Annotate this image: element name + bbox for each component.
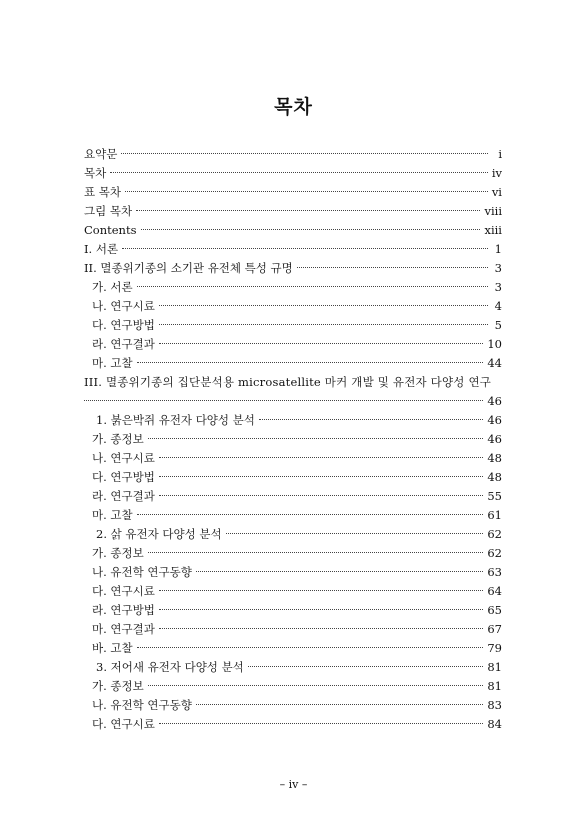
dot-leader (159, 457, 484, 458)
table-of-contents (84, 145, 502, 734)
dot-leader (159, 324, 488, 325)
toc-entry-page: 48 (487, 451, 502, 465)
toc-entry-section[interactable] (84, 278, 502, 297)
toc-entry-chapter-3[interactable] (84, 373, 502, 392)
toc-entry-page: viii (484, 204, 502, 218)
toc-entry-section[interactable] (84, 335, 502, 354)
toc-entry-section[interactable] (84, 582, 502, 601)
toc-entry-page: 5 (494, 318, 502, 332)
toc-entry-label: Contents (84, 223, 137, 237)
toc-entry-section[interactable] (84, 506, 502, 525)
page-number-footer: – iv – (279, 778, 308, 791)
toc-entry-label: 라. 연구결과 (92, 337, 155, 351)
toc-entry-page: vi (491, 185, 502, 199)
toc-entry-subchapter[interactable] (84, 411, 502, 430)
toc-entry-summary[interactable] (84, 145, 502, 164)
toc-entry-label: III. 멸종위기종의 집단분석용 microsatellite 마커 개발 및 유전자 다양성 연구 (84, 375, 492, 389)
toc-entry-section[interactable] (84, 430, 502, 449)
toc-entry-page: 44 (487, 356, 502, 370)
toc-entry-section[interactable] (84, 354, 502, 373)
toc-entry-chapter-2[interactable] (84, 259, 502, 278)
dot-leader (137, 514, 484, 515)
toc-entry-subchapter[interactable] (84, 525, 502, 544)
toc-entry-page: 46 (487, 413, 502, 427)
toc-entry-page: 62 (487, 527, 502, 541)
toc-entry-page: 4 (494, 299, 502, 313)
toc-entry-label: 표 목차 (84, 185, 121, 199)
toc-entry-label: 라. 연구방법 (92, 603, 155, 617)
toc-entry-label: 가. 종정보 (92, 679, 144, 693)
toc-entry-page: 81 (487, 660, 502, 674)
toc-entry-label: 나. 연구시료 (92, 451, 155, 465)
dot-leader (110, 172, 488, 173)
dot-leader (259, 419, 483, 420)
toc-entry-section[interactable] (84, 715, 502, 734)
dot-leader (148, 685, 484, 686)
toc-entry-section[interactable] (84, 620, 502, 639)
toc-entry-label: 다. 연구방법 (92, 470, 155, 484)
toc-entry-page: 48 (487, 470, 502, 484)
toc-entry-label: 요약문 (84, 147, 118, 161)
toc-entry-label: 나. 유전학 연구동향 (92, 565, 192, 579)
toc-entry-page: 67 (487, 622, 502, 636)
toc-entry-label: 바. 고찰 (92, 641, 133, 655)
toc-entry-label: 가. 종정보 (92, 546, 144, 560)
dot-leader (159, 628, 484, 629)
toc-entry-label: 나. 유전학 연구동향 (92, 698, 192, 712)
page-title: 목차 (274, 96, 313, 118)
toc-entry-section[interactable] (84, 544, 502, 563)
toc-entry-page: iv (491, 166, 502, 180)
dot-leader (159, 476, 484, 477)
toc-entry-section[interactable] (84, 297, 502, 316)
dot-leader (159, 343, 484, 344)
dot-leader (148, 438, 484, 439)
toc-entry-english-contents[interactable] (84, 221, 502, 240)
toc-entry-label: 목차 (84, 166, 107, 180)
toc-entry-label: 그림 목차 (84, 204, 133, 218)
toc-entry-page: 81 (487, 679, 502, 693)
toc-entry-contents[interactable] (84, 164, 502, 183)
dot-leader (121, 153, 488, 154)
toc-entry-label: 다. 연구시료 (92, 584, 155, 598)
dot-leader (141, 229, 481, 230)
toc-entry-label: 다. 연구방법 (92, 318, 155, 332)
toc-entry-page: 46 (487, 394, 502, 408)
dot-leader (136, 210, 480, 211)
dot-leader (159, 305, 488, 306)
toc-entry-page: i (498, 147, 502, 161)
toc-entry-section[interactable] (84, 316, 502, 335)
dot-leader (248, 666, 484, 667)
toc-entry-page: 84 (487, 717, 502, 731)
toc-entry-section[interactable] (84, 487, 502, 506)
dot-leader (148, 552, 484, 553)
dot-leader (159, 609, 484, 610)
toc-entry-label: 3. 저어새 유전자 다양성 분석 (96, 660, 244, 674)
dot-leader (159, 590, 484, 591)
toc-entry-page: 61 (487, 508, 502, 522)
dot-leader (226, 533, 484, 534)
toc-entry-label: II. 멸종위기종의 소기관 유전체 특성 규명 (84, 261, 293, 275)
toc-entry-page: 63 (487, 565, 502, 579)
toc-entry-page: 10 (487, 337, 502, 351)
toc-entry-subchapter[interactable] (84, 658, 502, 677)
toc-entry-label: 마. 고찰 (92, 508, 133, 522)
dot-leader (122, 248, 488, 249)
toc-entry-page: 83 (487, 698, 502, 712)
toc-entry-label: 마. 연구결과 (92, 622, 155, 636)
toc-entry-label: 2. 삵 유전자 다양성 분석 (96, 527, 222, 541)
toc-entry-figure-list[interactable] (84, 202, 502, 221)
dot-leader (137, 286, 488, 287)
toc-entry-page: 46 (487, 432, 502, 446)
toc-entry-section[interactable] (84, 677, 502, 696)
toc-entry-label: 다. 연구시료 (92, 717, 155, 731)
dot-leader (137, 362, 484, 363)
toc-entry-page: xiii (484, 223, 502, 237)
toc-entry-label: I. 서론 (84, 242, 119, 256)
toc-entry-section[interactable] (84, 449, 502, 468)
dot-leader (297, 267, 488, 268)
toc-entry-chapter-1[interactable] (84, 240, 502, 259)
toc-entry-table-list[interactable] (84, 183, 502, 202)
toc-entry-label: 1. 붉은박쥐 유전자 다양성 분석 (96, 413, 255, 427)
toc-entry-section[interactable] (84, 696, 502, 715)
dot-leader (159, 723, 484, 724)
dot-leader (137, 647, 484, 648)
toc-entry-label: 가. 종정보 (92, 432, 144, 446)
dot-leader (196, 571, 484, 572)
toc-entry-page: 55 (487, 489, 502, 503)
toc-entry-page: 1 (494, 242, 502, 256)
toc-entry-section[interactable] (84, 563, 502, 582)
toc-entry-label: 라. 연구결과 (92, 489, 155, 503)
toc-entry-page: 62 (487, 546, 502, 560)
toc-entry-label: 가. 서론 (92, 280, 133, 294)
dot-leader (196, 704, 484, 705)
dot-leader (84, 400, 483, 401)
toc-entry-label: 나. 연구시료 (92, 299, 155, 313)
toc-entry-page: 3 (494, 280, 502, 294)
dot-leader (159, 495, 484, 496)
toc-entry-page: 64 (487, 584, 502, 598)
toc-entry-page: 79 (487, 641, 502, 655)
toc-entry-section[interactable] (84, 468, 502, 487)
toc-entry-section[interactable] (84, 601, 502, 620)
toc-entry-page: 65 (487, 603, 502, 617)
toc-entry-chapter-3-continued[interactable] (84, 392, 502, 411)
dot-leader (125, 191, 488, 192)
toc-entry-section[interactable] (84, 639, 502, 658)
toc-entry-page: 3 (494, 261, 502, 275)
toc-entry-label: 마. 고찰 (92, 356, 133, 370)
